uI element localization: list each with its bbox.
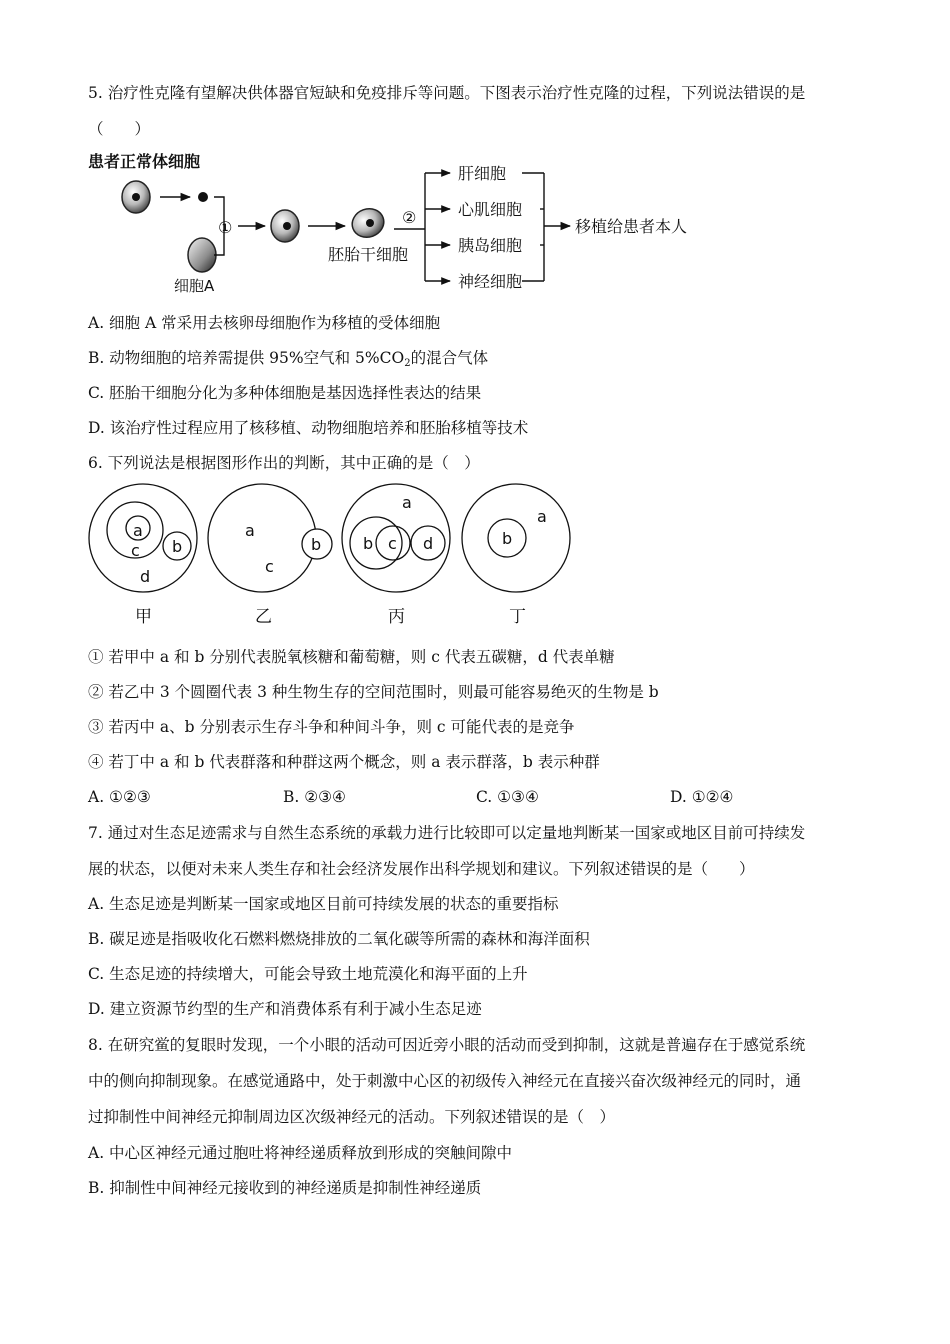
stem-cell-label: 胚胎干细胞	[328, 245, 409, 264]
q8-option-a: A. 中心区神经元通过胞吐将神经递质释放到形成的突触间隙中	[88, 1144, 513, 1162]
fig-ding-name: 丁	[509, 607, 526, 627]
q8-stem-line2: 中的侧向抑制现象。在感觉通路中，处于刺激中心区的初级传入神经元在直接兴奋次级神经元的同时，通	[88, 1072, 802, 1090]
q5-option-a: A. 细胞 A 常采用去核卵母细胞作为移植的受体细胞	[88, 314, 441, 332]
fig-bing-name: 丙	[388, 607, 405, 627]
fig-bing-label-a: a	[402, 493, 412, 512]
q8-stem-line1: 8. 在研究鲎的复眼时发现，一个小眼的活动可因近旁小眼的活动而受到抑制，这就是普遍存在于感觉系统	[88, 1036, 806, 1054]
patient-cell-icon	[122, 181, 150, 213]
output-heart-cell: 心肌细胞	[458, 200, 523, 219]
fig-yi-label-a: a	[245, 521, 255, 540]
patient-cell-label: 患者正常体细胞	[88, 152, 201, 171]
fig-ding-label-b: b	[502, 529, 513, 548]
result-label: 移植给患者本人	[575, 217, 688, 236]
step-1-label: ①	[218, 218, 233, 237]
q7-option-a: A. 生态足迹是判断某一国家或地区目前可持续发展的状态的重要指标	[88, 895, 559, 913]
q6-option-a: A. ①②③	[88, 788, 151, 806]
q6-statement-2: ② 若乙中 3 个圆圈代表 3 种生物生存的空间范围时，则最可能容易绝灭的生物是 b	[88, 683, 659, 701]
q7-stem-line2: 展的状态，以便对未来人类生存和社会经济发展作出科学规划和建议。下列叙述错误的是（ ）	[88, 860, 755, 878]
fig-yi-label-b: b	[311, 535, 322, 554]
cell-a-label: 细胞A	[174, 277, 215, 295]
fig-jia-label-b: b	[172, 537, 183, 556]
cell-a-icon	[188, 238, 216, 272]
q5-option-b: B. 动物细胞的培养需提供 95%空气和 $5\%CO_2$的混合气体	[88, 349, 489, 369]
q5-stem-line1: 5. 治疗性克隆有望解决供体器官短缺和免疫排斥等问题。下图表示治疗性克隆的过程，下列说法错误的是	[88, 84, 806, 102]
step-2-label: ②	[402, 208, 417, 227]
fig-jia-label-d: d	[140, 567, 151, 586]
fig-jia-name: 甲	[135, 607, 152, 627]
q7-option-b: B. 碳足迹是指吸收化石燃料燃烧排放的二氧化碳等所需的森林和海洋面积	[88, 930, 590, 948]
q7-option-d: D. 建立资源节约型的生产和消费体系有利于减小生态足迹	[88, 1000, 482, 1018]
q6-option-b: B. ②③④	[283, 788, 346, 806]
q6-stem: 6. 下列说法是根据图形作出的判断，其中正确的是（ ）	[88, 454, 480, 472]
q7-stem-line1: 7. 通过对生态足迹需求与自然生态系统的承载力进行比较即可以定量地判断某一国家或地区目前可持续发	[88, 824, 806, 842]
q6-statement-4: ④ 若丁中 a 和 b 代表群落和种群这两个概念，则 a 表示群落，b 表示种群	[88, 753, 600, 771]
reconstructed-cell-icon	[271, 210, 299, 242]
output-nerve-cell: 神经细胞	[458, 272, 523, 291]
q6-statement-1: ① 若甲中 a 和 b 分别代表脱氧核糖和葡萄糖，则 c 代表五碳糖，d 代表单糖	[88, 648, 615, 666]
output-liver-cell: 肝细胞	[458, 164, 507, 183]
nucleus-icon	[198, 192, 208, 202]
fig-jia-label-c: c	[131, 541, 140, 560]
q5-option-c: C. 胚胎干细胞分化为多种体细胞是基因选择性表达的结果	[88, 384, 482, 402]
fig-ding-label-a: a	[537, 507, 547, 526]
fig-yi-label-c: c	[265, 557, 274, 576]
fig-yi-name: 乙	[255, 607, 272, 627]
q5-cloning-diagram	[80, 145, 720, 305]
output-islet-cell: 胰岛细胞	[458, 236, 523, 255]
fig-bing-label-b: b	[363, 534, 374, 553]
fig-bing-label-c: c	[388, 534, 397, 553]
q6-statement-3: ③ 若丙中 a、b 分别表示生存斗争和种间斗争，则 c 可能代表的是竞争	[88, 718, 575, 736]
stem-cell-icon	[348, 204, 388, 241]
q5-option-d: D. 该治疗性过程应用了核移植、动物细胞培养和胚胎移植等技术	[88, 419, 529, 437]
q6-venn-figures	[85, 482, 585, 632]
fig-bing-label-d: d	[423, 534, 434, 553]
q6-option-c: C. ①③④	[476, 788, 539, 806]
fig-jia-label-a: a	[133, 521, 143, 540]
q8-stem-line3: 过抑制性中间神经元抑制周边区次级神经元的活动。下列叙述错误的是（ ）	[88, 1108, 616, 1126]
q6-option-d: D. ①②④	[670, 788, 734, 806]
q7-option-c: C. 生态足迹的持续增大，可能会导致土地荒漠化和海平面的上升	[88, 965, 528, 983]
q8-option-b: B. 抑制性中间神经元接收到的神经递质是抑制性神经递质	[88, 1179, 482, 1197]
q5-answer-paren: （ ）	[88, 120, 151, 138]
